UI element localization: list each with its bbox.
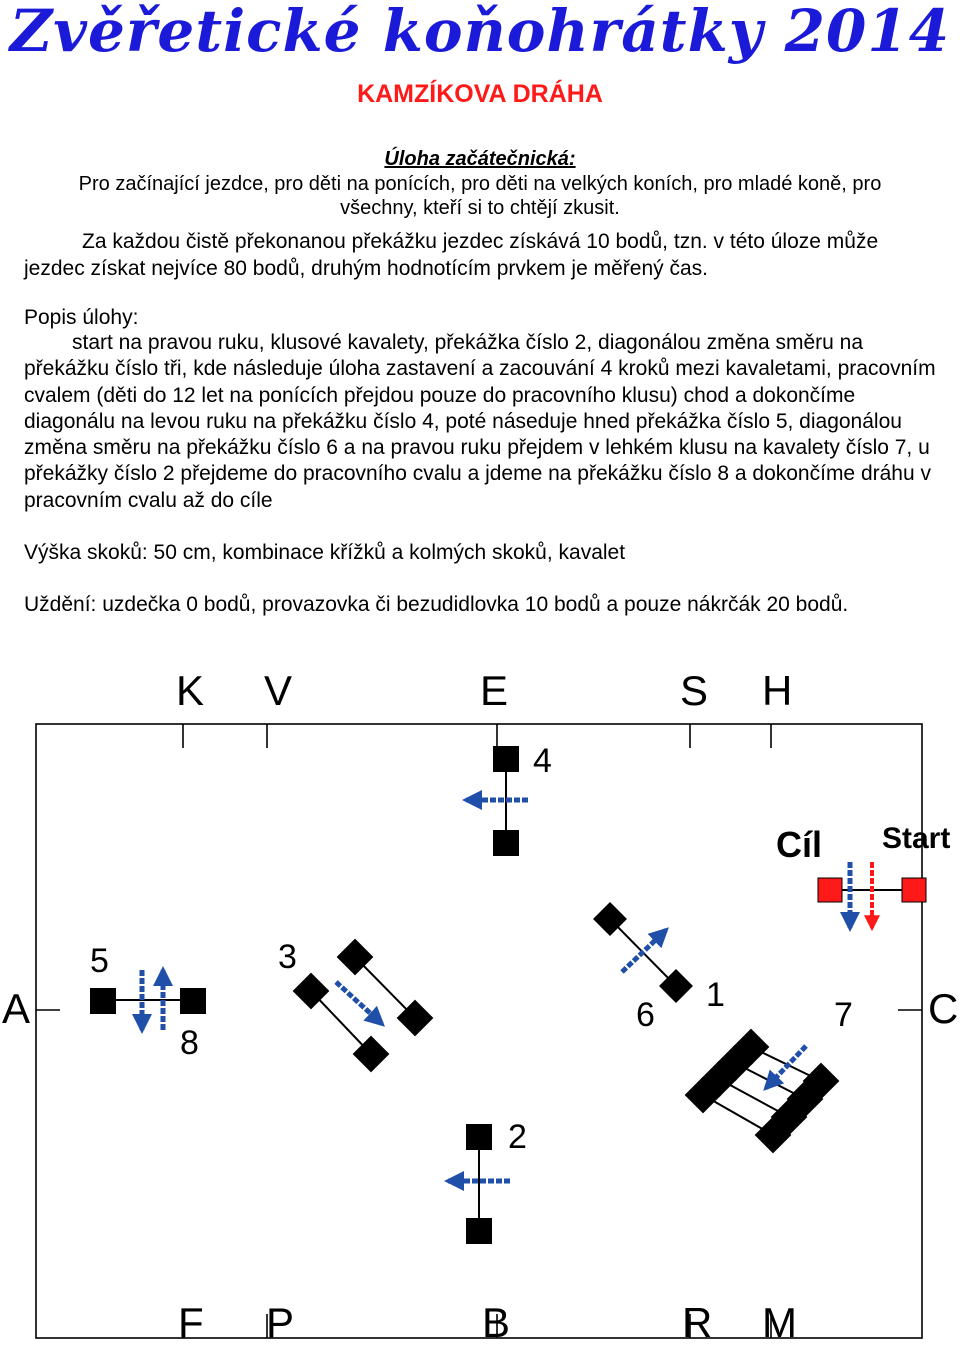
arena-letter-e: E <box>480 667 509 714</box>
obstacle-number-8: 8 <box>180 1024 199 1062</box>
arena-letter-m: M <box>762 1299 797 1346</box>
arena-letter-f: F <box>178 1299 204 1346</box>
obstacle-number-3: 3 <box>278 938 297 976</box>
obstacle-4 <box>466 746 528 856</box>
finish-label: Cíl <box>776 824 823 865</box>
page-title: Zvěřetické koňohrátky 2014 <box>9 0 951 65</box>
arena-letter-h: H <box>762 667 793 714</box>
course-name: KAMZÍKOVA DRÁHA <box>357 80 603 108</box>
arena-boundary <box>36 724 922 1338</box>
obstacle-1-7 <box>685 1029 840 1154</box>
obstacle-number-2: 2 <box>508 1118 527 1156</box>
obstacle-number-1: 1 <box>706 976 725 1014</box>
arena-letter-k: K <box>176 667 205 714</box>
task-description: Pro začínající jezdce, pro děti na ponících, pro děti na velkých koních, pro mladé koně, pro všechny, kteří si to chtějí zkusit. <box>78 173 882 219</box>
jump-height-text: Výška skoků: 50 cm, kombinace křížků a kolmých skoků, kavalet <box>24 541 626 564</box>
obstacle-6 <box>593 902 693 1003</box>
letter-markers <box>36 724 922 1338</box>
tack-rules-text: Uždění: uzdečka 0 bodů, provazovka či bezudidlovka 10 bodů a pouze nákrčák 20 bodů. <box>24 593 849 616</box>
obstacle-3 <box>293 939 434 1073</box>
arena-letter-v: V <box>264 667 293 714</box>
task-heading: Úloha začátečnická: <box>384 148 576 170</box>
obstacle-number-4: 4 <box>533 742 552 780</box>
start-label: Start <box>882 822 951 855</box>
obstacle-number-5: 5 <box>90 942 109 980</box>
description-body: start na pravou ruku, klusové kavalety, překážka číslo 2, diagonálou změna směru na překážku číslo tři, kde následuje úloha zastavení a zacouvání 4 kroků mezi kavaletami, pracovním cvalem (děti do 12 let na ponících přejdou pouze do pracovního klusu) chod a dokončíme diagonálu na levou ruku na překážku číslo 4, poté náseduje hned překážka číslo 5, diagonálou změna směru na překážku číslo 6 a na pravou ruku přejdem v lehkém klusu na kavalety číslo 7, u překážky číslo 2 přejdeme do pracovního cvalu a jdeme na překážku číslo 8 a dokončíme dráhu v pracovním cvalu až do cíle <box>24 331 936 512</box>
arena-letter-a: A <box>2 985 31 1032</box>
arena-letter-s: S <box>680 667 709 714</box>
arena-letter-r: R <box>682 1299 713 1346</box>
description-heading: Popis úlohy: <box>24 306 139 329</box>
arena-letter-b: B <box>482 1299 511 1346</box>
scoring-text: Za každou čistě překonanou překážku jezdec získává 10 bodů, tzn. v této úloze může jezdec získat nejvíce 80 bodů, druhým hodnotícím prvkem je měřený čas. <box>24 230 879 280</box>
obstacle-number-7: 7 <box>834 996 853 1034</box>
arena-letter-c: C <box>928 985 959 1032</box>
start-finish-line <box>818 862 926 928</box>
obstacle-2 <box>448 1124 510 1244</box>
obstacle-number-6: 6 <box>636 996 655 1034</box>
arena-letter-p: P <box>266 1299 295 1346</box>
